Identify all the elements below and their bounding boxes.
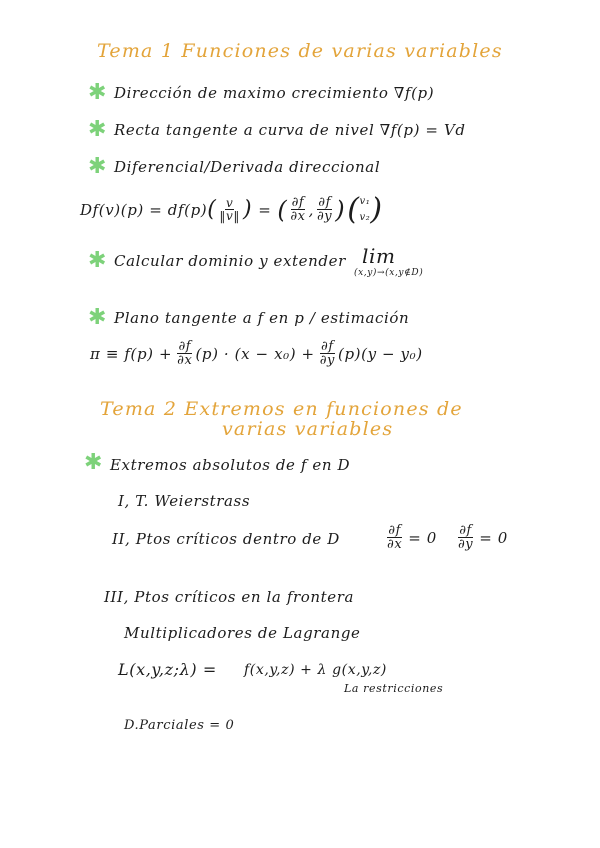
eq2-den: ∂y xyxy=(457,537,474,552)
eq2-rhs: = 0 xyxy=(479,528,508,547)
directional-derivative-formula: Df(v)(p) = df(p) ( $\frac{v}{‖v‖}$ ) = ( $\frac{\partial f}{\partial x}$ , $\frac{\partial f}{\partial y}$ ) ( v₁ v₂ ) xyxy=(80,192,383,227)
plane-dfx-den: ∂x xyxy=(177,353,193,368)
partial-x-den: ∂x xyxy=(290,209,306,224)
lagrange-multipliers: Multiplicadores de Lagrange xyxy=(124,624,361,642)
limit-symbol: lim xyxy=(362,244,396,268)
tema1-item-3: Diferencial/Derivada direccional xyxy=(114,158,381,176)
step-critical-inside: II, Ptos críticos dentro de D xyxy=(112,530,340,548)
eq1-num: ∂f xyxy=(388,523,401,538)
equals-sign: = xyxy=(258,200,272,219)
v-numerator: v xyxy=(226,196,234,210)
tema2-item: Extremos absolutos de f en D xyxy=(110,456,351,474)
eq1-den: ∂x xyxy=(387,537,403,552)
asterisk-icon: ✱ xyxy=(88,305,107,330)
tema1-title: Tema 1 Funciones de varias variables xyxy=(97,40,503,62)
asterisk-icon: ✱ xyxy=(88,154,107,179)
tema1-item-1: Dirección de maximo crecimiento ∇f(p) xyxy=(114,84,435,102)
critical-equations xyxy=(384,524,508,551)
lagrange-lhs: L(x,y,z;λ) = xyxy=(118,660,217,679)
v2: v₂ xyxy=(359,211,371,223)
plane-dfx-num: ∂f xyxy=(178,339,192,354)
limit-subscript: (x,y)→(x,y∉D) xyxy=(354,268,424,278)
asterisk-icon: ✱ xyxy=(84,450,103,475)
plane-dfy-den: ∂y xyxy=(319,353,336,368)
step-weierstrass: I, T. Weierstrass xyxy=(118,492,251,510)
tema1-item-2: Recta tangente a curva de nivel ∇f(p) = Vd xyxy=(114,121,466,139)
df-lhs: Df(v)(p) = df(p) xyxy=(80,200,208,219)
lagrange-rhs: f(x,y,z) + λ g(x,y,z) xyxy=(244,662,387,678)
asterisk-icon: ✱ xyxy=(88,117,107,142)
tangent-plane-formula xyxy=(90,340,423,367)
v-denominator: ‖v‖ xyxy=(219,209,241,223)
step-critical-frontier: III, Ptos críticos en la frontera xyxy=(104,588,355,606)
tema1-item-5: Plano tangente a f en p / estimación xyxy=(114,309,410,327)
partial-y-den: ∂y xyxy=(316,209,333,224)
partial-y-num: ∂f xyxy=(318,195,331,210)
plane-lhs: π ≡ f(p) + xyxy=(90,344,173,363)
plane-mid: (p) · (x − x₀) + xyxy=(195,344,315,363)
open-paren: ( xyxy=(277,195,288,224)
plane-dfy-num: ∂f xyxy=(321,339,334,354)
partial-x-num: ∂f xyxy=(291,195,305,210)
asterisk-icon: ✱ xyxy=(88,248,107,273)
eq1-rhs: = 0 xyxy=(408,528,437,547)
asterisk-icon: ✱ xyxy=(88,80,107,105)
tema2-title-line2: varias variables xyxy=(222,418,394,440)
partials-zero: D.Parciales = 0 xyxy=(124,718,235,733)
tema1-item-4: Calcular dominio y extender xyxy=(114,252,346,270)
eq2-num: ∂f xyxy=(459,523,472,538)
v1: v₁ xyxy=(359,195,371,207)
plane-tail: (p)(y − y₀) xyxy=(338,344,423,363)
restrictions-label: La restricciones xyxy=(344,682,444,695)
tema2-title-line1: Tema 2 Extremos en funciones de xyxy=(100,398,463,420)
